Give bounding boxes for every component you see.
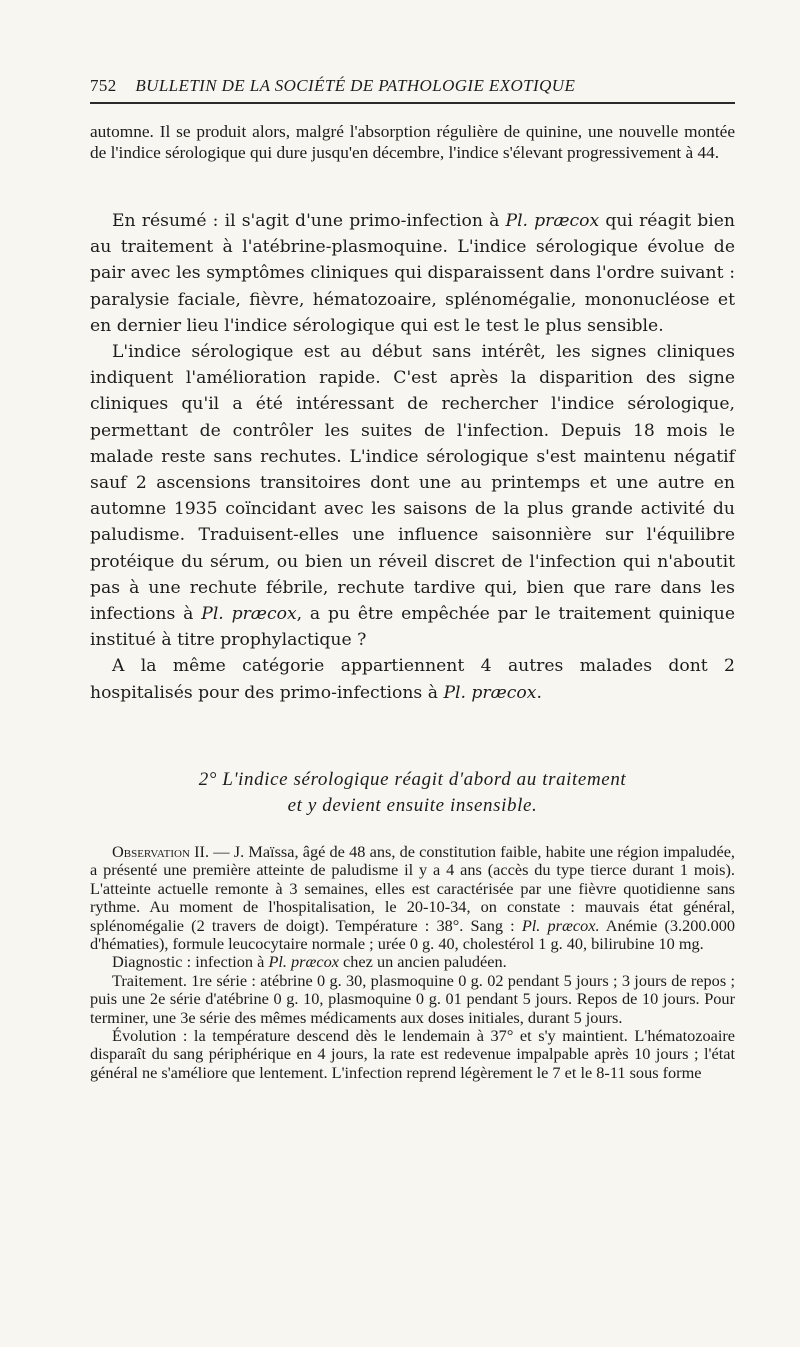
- observation-label: Observation II.: [112, 842, 210, 861]
- header-rule: [90, 102, 735, 104]
- page-number: 752: [90, 76, 117, 95]
- section-heading-line-2: et y devient ensuite insensible.: [287, 795, 538, 816]
- journal-title: BULLETIN DE LA SOCIÉTÉ DE PATHOLOGIE EXOTIQUE: [135, 76, 576, 95]
- intro-paragraph: automne. Il se produit alors, malgré l'absorption régulière de quinine, une nouvelle montée de l'indice sérologique qui dure jusqu'en décembre, l'indice s'élevant progressivement à 44.: [90, 122, 735, 162]
- species-name: Pl. præcox: [443, 682, 537, 703]
- species-name: Pl. præcox: [268, 952, 339, 972]
- section-heading: [90, 767, 735, 819]
- summary-paragraph-1: En résumé : il s'agit d'une primo-infection à Pl. præcox qui réagit bien au traitement à l'atébrine-plasmoquine. L'indice sérologique évolue de pair avec les symptômes cliniques qui disparaissent dans l'ordre suivant : paralysie faciale, fièvre, hématozoaire, splénomégalie, mononucléose et en dernier lieu l'indice sérologique qui est le test le plus sensible.: [90, 211, 735, 336]
- summary-section: [90, 208, 735, 706]
- observation-section: [90, 843, 735, 1082]
- observation-treatment: Traitement. 1re série : atébrine 0 g. 30, plasmoquine 0 g. 02 pendant 5 jours ; 3 jours de repos ; puis une 2e série d'atébrine 0 g. 10, plasmoquine 0 g. 01 pendant 5 jours. Repos de 10 jours. Pour terminer, une 3e série des mêmes médicaments aux doses initiales, durant 5 jours.: [90, 970, 735, 1027]
- observation-paragraph-1: Observation II. — J. Maïssa, âgé de 48 ans, de constitution faible, habite une région impaludée, a présenté une première atteinte de paludisme il y a 4 ans (accès du type tierce durant 1 mois). L'atteinte actuelle remonte à 3 semaines, elles est caractérisée par une fièvre quotidienne sans rythme. Au moment de l'hospitalisation, le 20-10-34, on constate : mauvais état général, splénomégalie (2 travers de doigt). Température : 38°. Sang : Pl. præcox. Anémie (3.200.000 d'hématies), formule leucocytaire normale ; urée 0 g. 40, cholestérol 1 g. 40, bilirubine 10 mg.: [90, 842, 736, 954]
- species-name: Pl. præcox: [201, 604, 297, 625]
- section-heading-line-1: 2° L'indice sérologique réagit d'abord au traitement: [198, 769, 627, 790]
- running-header: [90, 76, 735, 96]
- observation-diagnostic: Diagnostic : infection à Pl. præcox chez un ancien paludéen.: [112, 952, 507, 972]
- summary-paragraph-2: L'indice sérologique est au début sans intérêt, les signes cliniques indiquent l'amélioration rapide. C'est après la disparition des signe cliniques qu'il a été intéressant de rechercher l'indice sérologique, permettant de contrôler les suites de l'infection. Depuis 18 mois le malade reste sans rechutes. L'indice sérologique s'est maintenu négatif sauf 2 ascensions transitoires dont une au printemps et une autre en automne 1935 coïncidant avec les saisons de la plus grande activité du paludisme. Traduisent-elles une influence saisonnière sur l'équilibre protéique du sérum, ou bien un réveil discret de l'infection qui n'aboutit pas à une rechute fébrile, rechute tardive qui, bien que rare dans les infections à Pl. præcox, a pu être empêchée par le traitement quinique institué à titre prophylactique ?: [90, 342, 735, 651]
- species-name: Pl. præcox: [505, 211, 600, 231]
- observation-evolution: Évolution : la température descend dès le lendemain à 37° et s'y maintient. L'hématozoaire disparaît du sang périphérique en 4 jours, la rate est redevenue impalpable après 10 jours ; l'état général ne s'améliore que lentement. L'infection reprend légèrement le 7 et le 8-11 sous forme: [90, 1026, 735, 1082]
- summary-paragraph-3: A la même catégorie appartiennent 4 autres malades dont 2 hospitalisés pour des primo-infections à Pl. præcox.: [90, 656, 735, 703]
- species-name: Pl. præcox.: [521, 915, 600, 935]
